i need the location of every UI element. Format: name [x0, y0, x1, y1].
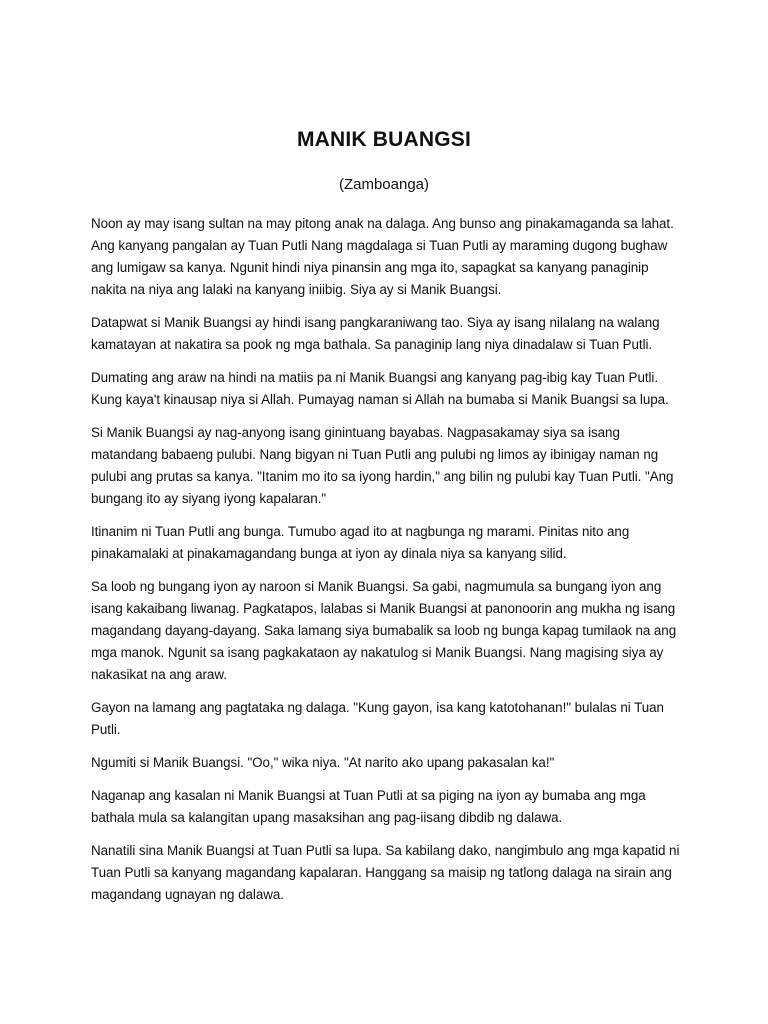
document-subtitle: (Zamboanga): [338, 176, 430, 193]
paragraph: Noon ay may isang sultan na may pitong anak na dalaga. Ang bunso ang pinakamaganda sa lahat. Ang kanyang pangalan ay Tuan Putli Nang magdalaga si Tuan Putli ay maraming dugong bughaw ang lumigaw sa kanya. Ngunit hindi niya pinansin ang mga ito, sapagkat sa kanyang panaginip nakita na niya ang lalaki na kanyang iniibig. Siya ay si Manik Buangsi.: [91, 216, 674, 297]
document-body: [91, 213, 683, 917]
paragraph: Sa loob ng bungang iyon ay naroon si Manik Buangsi. Sa gabi, nagmumula sa bungang iyon ang isang kakaibang liwanag. Pagkatapos, lalabas si Manik Buangsi at panonoorin ang mukha ng isang magandang dayang-dayang. Saka lamang siya bumabalik sa loob ng bunga kapag tumilaok na ang mga manok. Ngunit sa isang pagkakataon ay nakatulog si Manik Buangsi. Nang magising siya ay nakasikat na ang araw.: [91, 579, 677, 682]
document-title: MANIK BUANGSI: [296, 128, 472, 151]
paragraph: Si Manik Buangsi ay nag-anyong isang ginintuang bayabas. Nagpasakamay siya sa isang matandang babaeng pulubi. Nang bigyan ni Tuan Putli ang pulubi ng limos ay ibinigay naman ng pulubi ang prutas sa kanya. "Itanim mo ito sa iyong hardin," ang bilin ng pulubi kay Tuan Putli. "Ang bungang ito ay siyang iyong kapalaran.": [91, 425, 674, 506]
paragraph: Dumating ang araw na hindi na matiis pa ni Manik Buangsi ang kanyang pag-ibig kay Tuan Putli. Kung kaya't kinausap niya si Allah. Pumayag naman si Allah na bumaba si Manik Buangsi sa lupa.: [91, 370, 669, 407]
paragraph: Ngumiti si Manik Buangsi. "Oo," wika niya. "At narito ako upang pakasalan ka!": [91, 755, 555, 770]
paragraph: Gayon na lamang ang pagtataka ng dalaga. "Kung gayon, isa kang katotohanan!" bulalas ni Tuan Putli.: [91, 700, 664, 737]
paragraph: Datapwat si Manik Buangsi ay hindi isang pangkaraniwang tao. Siya ay isang nilalang na walang kamatayan at nakatira sa pook ng mga bathala. Sa panaginip lang niya dinadalaw si Tuan Putli.: [91, 315, 660, 352]
paragraph: Nanatili sina Manik Buangsi at Tuan Putli sa lupa. Sa kabilang dako, nangimbulo ang mga kapatid ni Tuan Putli sa kanyang magandang kapalaran. Hanggang sa maisip ng tatlong dalaga na sirain ang magandang ugnayan ng dalawa.: [91, 843, 680, 902]
paragraph: Itinanim ni Tuan Putli ang bunga. Tumubo agad ito at nagbunga ng marami. Pinitas nito ang pinakamalaki at pinakamagandang bunga at iyon ay dinala niya sa kanyang silid.: [91, 524, 630, 561]
paragraph: Naganap ang kasalan ni Manik Buangsi at Tuan Putli at sa piging na iyon ay bumaba ang mga bathala mula sa kalangitan upang masaksihan ang pag-iisang dibdib ng dalawa.: [91, 788, 646, 825]
